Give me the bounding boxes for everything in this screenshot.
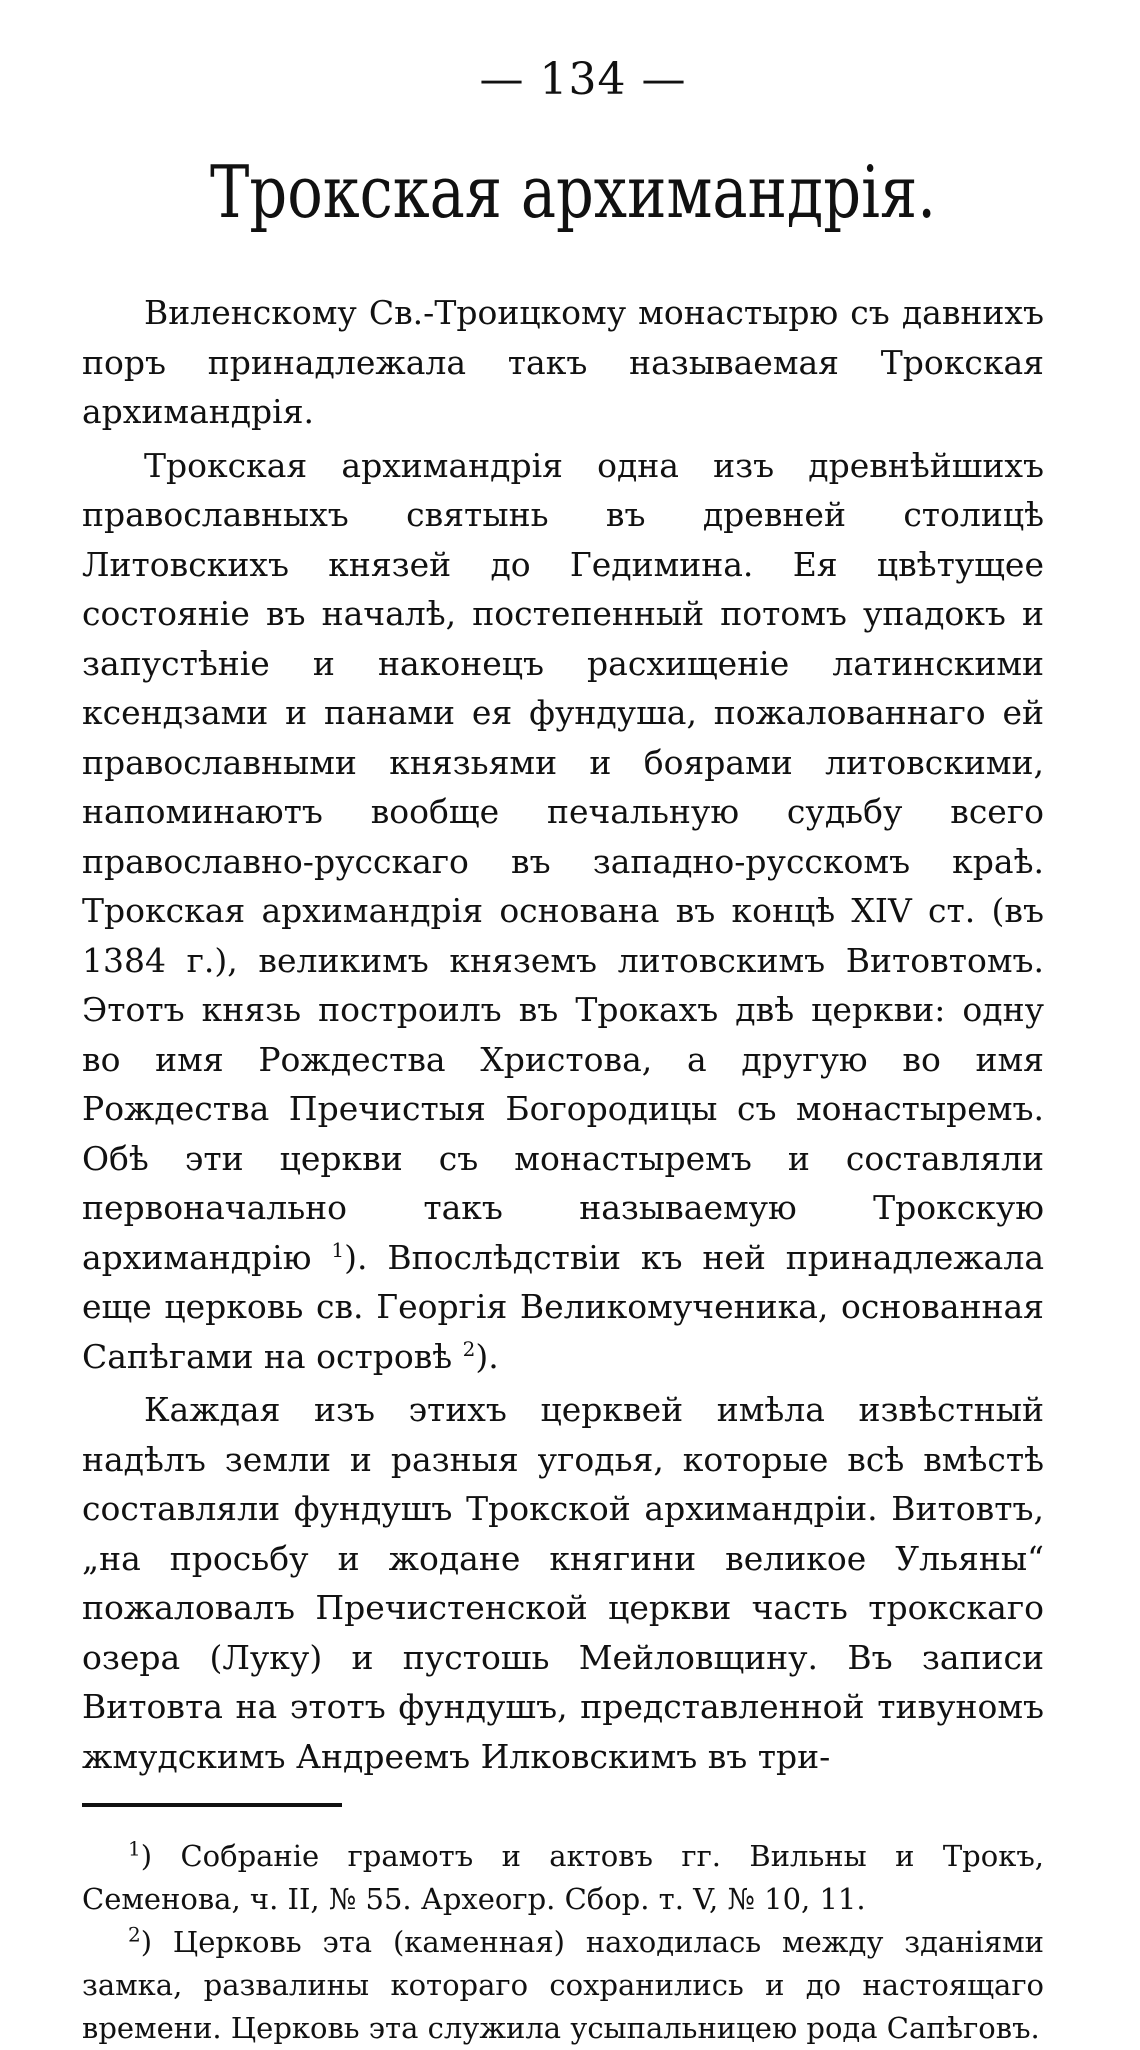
paragraph-history-text-c: ). xyxy=(475,1336,499,1376)
footnote-2-text: ) Церковь эта (каменная) находилась между зданіями замка, развалины котораго сохранились и до настоящаго времени. Церковь эта служила усыпальницею рода Сапѣговъ. xyxy=(82,1925,1044,2045)
footnote-divider xyxy=(82,1803,342,1807)
footnote-2-mark: 2 xyxy=(128,1922,141,1947)
paragraph-history-text-b: ). Впослѣдствіи къ ней принадлежала еще церковь св. Георгія Великомученика, основанная Сапѣгами на островѣ xyxy=(82,1237,1044,1376)
paragraph-lands xyxy=(82,1385,1044,1781)
paragraph-history xyxy=(82,441,1044,1382)
paragraph-history-text-a: Трокская архимандрія одна изъ древнѣйшихъ православныхъ святынь въ древней столицѣ Литовскихъ князей до Гедимина. Ея цвѣтущее состояніе въ началѣ, постепенный потомъ упадокъ и запустѣніе и наконецъ расхищеніе латинскими ксендзами и панами ея фундуша, пожалованнаго ей православными князьями и боярами литовскими, напоминаютъ вообще печальную судьбу всего православно-русскаго въ западно-русскомъ краѣ. Трокская архимандрія основана въ концѣ XIV ст. (въ 1384 г.), великимъ княземъ литовскимъ Витовтомъ. Этотъ князь построилъ въ Трокахъ двѣ церкви: одну во имя Рождества Христова, а другую во имя Рождества Пречистыя Богородицы съ монастыремъ. Обѣ эти церкви съ монастыремъ и составляли первоначально такъ называемую Трокскую архимандрію xyxy=(82,445,1044,1277)
footnote-ref-2: 2 xyxy=(462,1336,476,1361)
footnote-ref-1: 1 xyxy=(331,1237,345,1262)
footnote-1-text: ) Собраніе грамотъ и актовъ гг. Вильны и Трокъ, Семенова, ч. II, № 55. Археогр. Сбор. т. V, № 10, 11. xyxy=(82,1839,1044,1916)
footnote-1-mark: 1 xyxy=(128,1836,141,1861)
paragraph-intro-text: Виленскому Св.-Троицкому монастырю съ давнихъ поръ принадлежала такъ называемая Трокская архимандрія. xyxy=(82,293,1044,431)
chapter-title: Трокская архимандрія. xyxy=(210,150,936,234)
paragraph-intro xyxy=(82,288,1044,437)
page-number: — 134 — xyxy=(479,54,687,105)
footnote-2 xyxy=(82,1921,1044,2050)
paragraph-lands-text: Каждая изъ этихъ церквей имѣла извѣстный надѣлъ земли и разныя угодья, которые всѣ вмѣстѣ составляли фундушъ Трокской архимандріи. Витовтъ, „на просьбу и жодане княгини великое Ульяны“ пожаловалъ Пречистенской церкви часть трокскаго озера (Луку) и пустошь Мейловщину. Въ записи Витовта на этотъ фундушъ, представленной тивуномъ жмудскимъ Андреемъ Илковскимъ въ три- xyxy=(82,1390,1044,1776)
footnote-1 xyxy=(82,1835,1044,1921)
